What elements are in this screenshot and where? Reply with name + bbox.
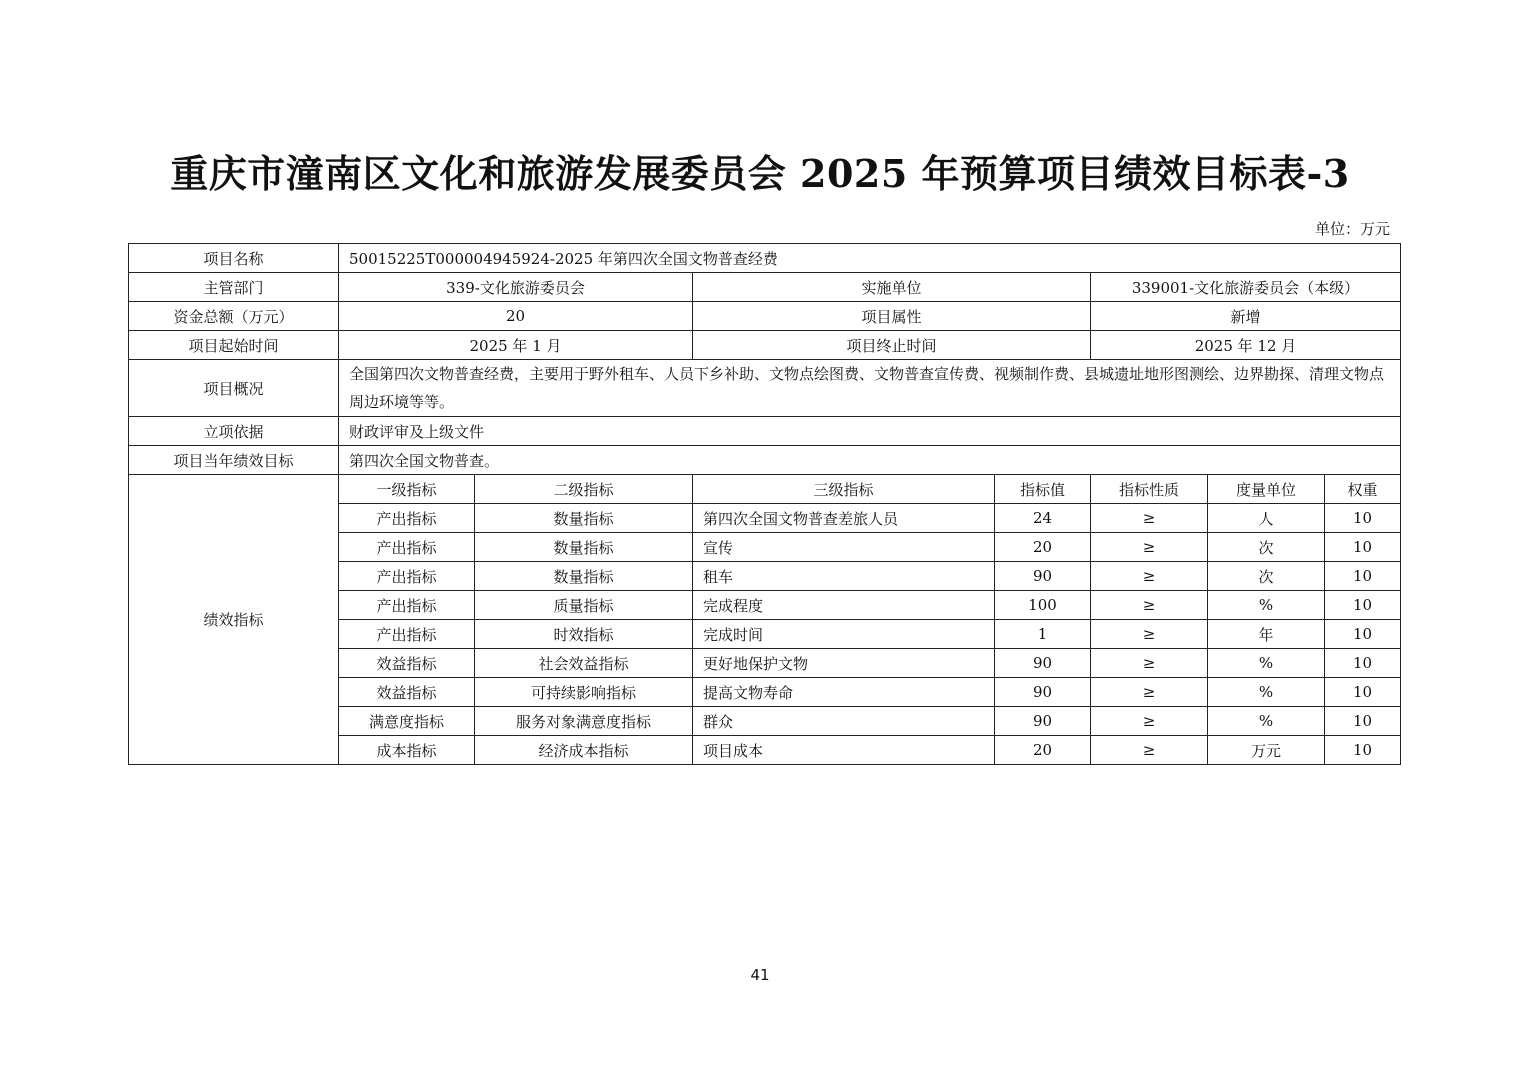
end-value: 2025 年 12 月 [1091,331,1401,360]
impl-label: 实施单位 [693,273,1091,302]
indicator-l1: 产出指标 [339,591,475,620]
indicator-l3: 更好地保护文物 [693,649,995,678]
indicator-value: 90 [995,562,1091,591]
indicator-l2: 数量指标 [475,504,693,533]
indicator-unit: 次 [1208,533,1325,562]
indicator-weight: 10 [1325,678,1401,707]
indicator-value: 1 [995,620,1091,649]
attr-value: 新增 [1091,302,1401,331]
project-name-label: 项目名称 [129,244,339,273]
indicator-l1: 效益指标 [339,649,475,678]
indicator-nature: ≥ [1091,678,1208,707]
dept-label: 主管部门 [129,273,339,302]
indicator-nature: ≥ [1091,707,1208,736]
indicator-l3: 第四次全国文物普查差旅人员 [693,504,995,533]
goal-label: 项目当年绩效目标 [129,446,339,475]
fund-value: 20 [339,302,693,331]
header-l2: 二级指标 [475,475,693,504]
indicator-unit: 年 [1208,620,1325,649]
indicator-nature: ≥ [1091,533,1208,562]
basis-label: 立项依据 [129,417,339,446]
indicator-l2: 质量指标 [475,591,693,620]
row-basis [129,417,1401,446]
header-value: 指标值 [995,475,1091,504]
start-value: 2025 年 1 月 [339,331,693,360]
header-weight: 权重 [1325,475,1401,504]
goal-value: 第四次全国文物普查。 [339,446,1401,475]
indicator-l1: 成本指标 [339,736,475,765]
indicator-nature: ≥ [1091,736,1208,765]
indicator-l3: 宣传 [693,533,995,562]
indicator-value: 100 [995,591,1091,620]
dept-value: 339-文化旅游委员会 [339,273,693,302]
header-nature: 指标性质 [1091,475,1208,504]
indicator-value: 90 [995,707,1091,736]
indicator-weight: 10 [1325,562,1401,591]
indicator-l1: 产出指标 [339,620,475,649]
indicator-l2: 数量指标 [475,562,693,591]
fund-label: 资金总额（万元） [129,302,339,331]
indicator-l2: 经济成本指标 [475,736,693,765]
indicator-weight: 10 [1325,504,1401,533]
indicator-l1: 产出指标 [339,533,475,562]
indicator-l3: 项目成本 [693,736,995,765]
indicator-l2: 时效指标 [475,620,693,649]
indicator-l2: 社会效益指标 [475,649,693,678]
indicator-l3: 提高文物寿命 [693,678,995,707]
indicator-weight: 10 [1325,591,1401,620]
indicator-l3: 租车 [693,562,995,591]
row-dept [129,273,1401,302]
basis-value: 财政评审及上级文件 [339,417,1401,446]
attr-label: 项目属性 [693,302,1091,331]
overview-value: 全国第四次文物普查经费，主要用于野外租车、人员下乡补助、文物点绘图费、文物普查宣传费、视频制作费、县城遗址地形图测绘、边界勘探、清理文物点周边环境等等。 [339,360,1401,417]
indicator-value: 20 [995,533,1091,562]
indicator-unit: 人 [1208,504,1325,533]
indicator-value: 20 [995,736,1091,765]
row-overview [129,360,1401,417]
indicator-value: 24 [995,504,1091,533]
indicator-unit: 次 [1208,562,1325,591]
page-number: 41 [750,966,770,984]
row-goal [129,446,1401,475]
start-label: 项目起始时间 [129,331,339,360]
indicator-nature: ≥ [1091,591,1208,620]
indicator-nature: ≥ [1091,620,1208,649]
row-time [129,331,1401,360]
indicator-l2: 数量指标 [475,533,693,562]
indicator-l1: 产出指标 [339,562,475,591]
indicator-header-row [129,475,1401,504]
indicator-l1: 效益指标 [339,678,475,707]
indicator-unit: % [1208,649,1325,678]
indicator-unit: % [1208,591,1325,620]
header-l1: 一级指标 [339,475,475,504]
indicator-l3: 完成程度 [693,591,995,620]
indicator-weight: 10 [1325,533,1401,562]
header-unit: 度量单位 [1208,475,1325,504]
indicator-weight: 10 [1325,707,1401,736]
indicator-nature: ≥ [1091,649,1208,678]
indicator-unit: 万元 [1208,736,1325,765]
performance-table [128,243,1401,765]
indicator-l1: 满意度指标 [339,707,475,736]
end-label: 项目终止时间 [693,331,1091,360]
indicators-label: 绩效指标 [129,475,339,765]
indicator-l2: 可持续影响指标 [475,678,693,707]
indicator-l3: 群众 [693,707,995,736]
indicator-value: 90 [995,678,1091,707]
row-project-name [129,244,1401,273]
indicator-l2: 服务对象满意度指标 [475,707,693,736]
indicator-nature: ≥ [1091,562,1208,591]
indicator-nature: ≥ [1091,504,1208,533]
indicator-weight: 10 [1325,649,1401,678]
unit-label: 单位：万元 [1314,220,1390,238]
indicator-unit: % [1208,678,1325,707]
header-l3: 三级指标 [693,475,995,504]
indicator-weight: 10 [1325,620,1401,649]
indicator-unit: % [1208,707,1325,736]
indicator-l1: 产出指标 [339,504,475,533]
indicator-value: 90 [995,649,1091,678]
row-fund [129,302,1401,331]
project-name-value: 50015225T000004945924-2025 年第四次全国文物普查经费 [339,244,1401,273]
indicator-weight: 10 [1325,736,1401,765]
impl-value: 339001-文化旅游委员会（本级） [1091,273,1401,302]
indicator-l3: 完成时间 [693,620,995,649]
overview-label: 项目概况 [129,360,339,417]
page-title: 重庆市潼南区文化和旅游发展委员会 2025 年预算项目绩效目标表-3 [170,151,1350,196]
